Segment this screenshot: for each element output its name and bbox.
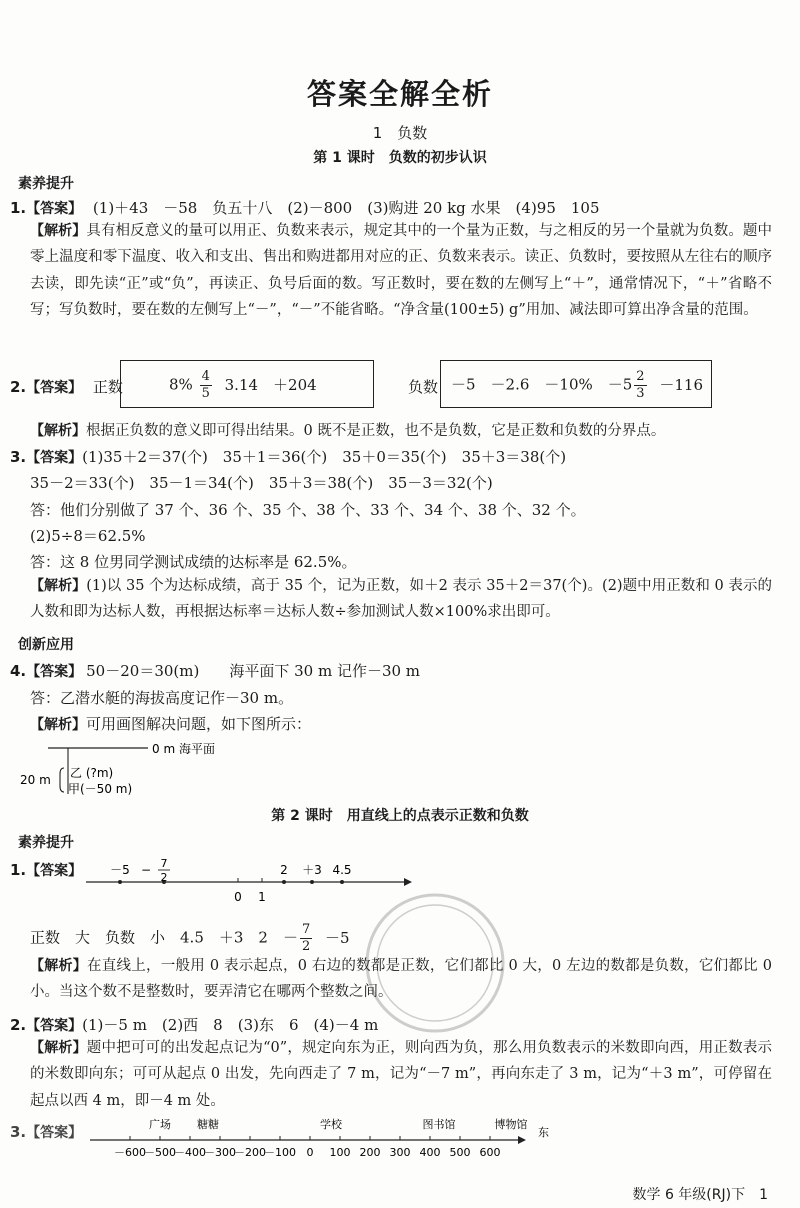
tick-label: 0 (234, 890, 242, 904)
l2-q2-number: 2. (10, 1016, 27, 1034)
analysis-label: 【解析】 (30, 223, 87, 239)
pos-fraction: $\frac{4}{5}$ (201, 369, 210, 401)
negative-box-content (451, 369, 703, 402)
tick-label: − (140, 863, 152, 877)
tick-label: ＋3 (302, 863, 322, 877)
tick-label: 2 (280, 863, 288, 877)
tick-label: －500 (144, 1146, 176, 1159)
q2-number: 2. (10, 378, 27, 396)
order-text-end: －5 (325, 928, 350, 947)
tick-label: －300 (204, 1146, 236, 1159)
q2-pos-label: 正数 (92, 378, 123, 396)
answer-label: 【答案】 (26, 664, 83, 680)
pos-value-percent: 8% (169, 375, 193, 394)
depth-20-label: 20 m (20, 773, 51, 787)
q4-answer: 50－20＝30(m) 海平面下 30 m 记作－30 m (86, 662, 421, 680)
page-title: 答案全解全析 (306, 77, 493, 111)
neg-values: －5 －2.6 －10% －5 (451, 375, 633, 394)
number-line-2 (90, 1114, 550, 1164)
arrow-right-icon (518, 1136, 526, 1144)
axis-ticks (114, 1117, 549, 1159)
order-text: 正数 大 负数 小 4.5 ＋3 2 － (30, 928, 298, 947)
tick-label: 500 (449, 1146, 471, 1159)
tick-label: －100 (264, 1146, 296, 1159)
tick-label: 600 (479, 1146, 501, 1159)
l2-q3-number: 3. (10, 1123, 27, 1141)
q2-analysis-text: 根据正负数的意义即可得出结果。0 既不是正数，也不是负数，它是正数和负数的分界点。 (86, 423, 666, 439)
positive-box-content (169, 369, 317, 402)
analysis-label: 【解析】 (30, 717, 86, 733)
tick-label: 200 (359, 1146, 381, 1159)
place-label: 图书馆 (422, 1118, 456, 1131)
l2-q2-row (10, 1014, 378, 1035)
q3-number: 3. (10, 448, 27, 466)
l2-q1-number: 1. (10, 861, 27, 879)
point-mark (118, 880, 122, 884)
q3-answer-row (10, 446, 566, 467)
q3-line5: 答：这 8 位男同学测试成绩的达标率是 62.5%。 (30, 553, 357, 571)
q2-number-row (10, 376, 123, 397)
sea-level-label: 0 m 海平面 (152, 742, 215, 756)
place-label: 广场 (149, 1118, 171, 1131)
q1-number: 1. (10, 199, 27, 217)
q4-analysis-text: 可用画图解决问题，如下图所示： (86, 715, 312, 733)
arrow-right-icon (404, 878, 412, 886)
heading-chuangxin: 创新应用 (18, 637, 74, 653)
q4-number: 4. (10, 662, 27, 680)
q1-answer: (1)＋43 －58 负五十八 (2)－800 (3)购进 20 kg 水果 (4)95 105 (92, 199, 600, 217)
point-mark (340, 880, 344, 884)
lesson-title-1: 第 1 课时 负数的初步认识 (313, 150, 487, 166)
q3-line4: (2)5÷8＝62.5% (30, 527, 146, 545)
sub-yi-label: 乙 (?m) (70, 766, 114, 780)
positive-box (120, 360, 374, 408)
analysis-label: 【解析】 (30, 1040, 87, 1056)
tick-label: －5 (110, 863, 130, 877)
section-title: 1 负数 (372, 124, 428, 142)
place-label: 学校 (320, 1118, 342, 1131)
tick-label: 7 (160, 857, 168, 870)
answer-label: 【答案】 (26, 201, 83, 217)
analysis-label: 【解析】 (30, 423, 86, 439)
q3-analysis (30, 573, 772, 626)
answer-label: 【答案】 (26, 1125, 83, 1141)
tick-label: 0 (306, 1146, 314, 1159)
fraction-7-2: $\frac{7}{2}$ (301, 922, 311, 954)
l2-q2-analysis (30, 1035, 772, 1114)
l2-q1-row (10, 860, 82, 880)
l2-q2-analysis-text: 题中把可可的出发起点记为“0”，规定向东为正，则向西为负，那么用负数表示的米数即向西，用正数表示的米数即向东；可可从起点 0 出发，先向西走了 7 m，记为“－7 m”，再向东走了 3 m，记为“＋3 m”，可停留在起点以西 4 m，即－4 m 处。 (30, 1040, 773, 1109)
axis-ticks (118, 878, 344, 884)
tick-label: －200 (234, 1146, 266, 1159)
q3-line2: 35－2＝33(个) 35－1＝34(个) 35＋3＝38(个) 35－3＝32(个) (30, 474, 493, 492)
tick-label: －600 (114, 1146, 146, 1159)
sub-jia-label: 甲(－50 m) (68, 782, 133, 796)
tick-label: 1 (258, 890, 266, 904)
q4-line2: 答：乙潜水艇的海拔高度记作－30 m。 (30, 689, 294, 707)
negative-box (440, 360, 712, 408)
analysis-label: 【解析】 (30, 958, 88, 974)
answer-label: 【答案】 (26, 380, 83, 396)
tick-label: 2 (160, 871, 168, 884)
q2-neg-label: 负数 (408, 378, 439, 396)
q1-answer-row (10, 197, 600, 218)
direction-east-label: 东 (538, 1126, 549, 1139)
q3-analysis-text: (1)以 35 个为达标成绩，高于 35 个，记为正数，如＋2 表示 35＋2＝37(个)。(2)题中用正数和 0 表示的人数和即为达标人数，再根据达标率＝达标人数÷参加测试人数×100%求出即可。 (30, 578, 773, 621)
q1-analysis (30, 218, 772, 323)
q3-line3: 答：他们分别做了 37 个、36 个、35 个、38 个、33 个、34 个、38 个、32 个。 (30, 501, 586, 519)
tick-label: －400 (174, 1146, 206, 1159)
place-label: 糖糖 (197, 1118, 219, 1131)
point-mark (310, 880, 314, 884)
bracket (60, 768, 64, 792)
tick-label: 300 (389, 1146, 411, 1159)
answer-label: 【答案】 (26, 450, 83, 466)
q4-analysis (30, 713, 311, 734)
answer-label: 【答案】 (26, 1018, 83, 1034)
lesson-title-2: 第 2 课时 用直线上的点表示正数和负数 (271, 808, 529, 824)
l2-q3-row (10, 1122, 82, 1142)
place-label: 博物馆 (494, 1118, 528, 1131)
neg-value-last: －116 (659, 375, 703, 394)
tick-label: 400 (419, 1146, 441, 1159)
sea-level-diagram (20, 736, 250, 802)
tick-label: 4.5 (332, 863, 352, 877)
point-mark (282, 880, 286, 884)
l2-q1-line2 (30, 922, 350, 955)
l2-q1-analysis-text: 在直线上，一般用 0 表示起点，0 右边的数都是正数，它们都比 0 大，0 左边的数都是负数，它们都比 0 小。当这个数不是整数时，要弄清它在哪两个整数之间。 (30, 958, 773, 1001)
page-footer: 数学 6 年级(RJ)下 1 (632, 1187, 768, 1203)
answer-label: 【答案】 (26, 863, 83, 879)
tick-label: 100 (329, 1146, 351, 1159)
q3-line1: (1)35＋2＝37(个) 35＋1＝36(个) 35＋0＝35(个) 35＋3＝38(个) (82, 448, 567, 466)
neg-fraction: $\frac{2}{3}$ (636, 369, 645, 401)
watermark-seal (360, 888, 510, 1038)
q1-analysis-text: 具有相反意义的量可以用正、负数来表示，规定其中的一个量为正数，与之相反的另一个量就为负数。题中零上温度和零下温度、收入和支出、售出和购进都用对应的正、负数来表示。读正、负数时，要按照从左往右的顺序去读，即先读“正”或“负”，再读正、负号后面的数。写正数时，要在数的左侧写上“＋”，通常情况下，“＋”省略不写；写负数时，要在数的左侧写上“－”，“－”不能省略。“净含量(100±5) g”用加、减法即可算出净含量的范围。 (30, 223, 773, 318)
pos-values: 3.14 ＋204 (224, 375, 317, 394)
heading-suyang-2: 素养提升 (18, 835, 74, 851)
q4-answer-row (10, 660, 420, 681)
analysis-label: 【解析】 (30, 578, 87, 594)
l2-q2-answer: (1)－5 m (2)西 8 (3)东 6 (4)－4 m (82, 1016, 379, 1034)
heading-suyang: 素养提升 (18, 176, 74, 192)
q2-analysis (30, 418, 772, 444)
